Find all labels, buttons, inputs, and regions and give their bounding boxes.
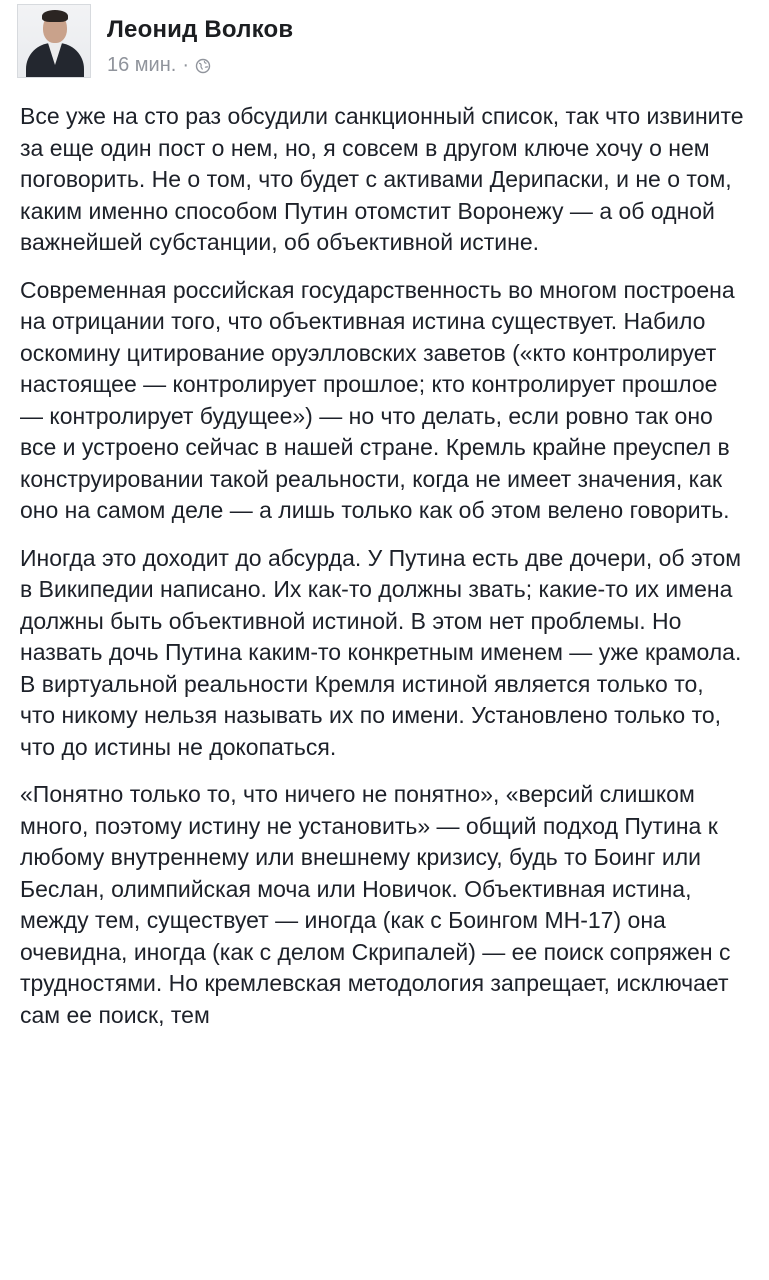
post-paragraph-4: «Понятно только то, что ничего не понятно», «версий слишком много, поэтому истину не установить» — общий подход Путина к любому внутреннему или внешнему кризису, будь то Боинг или Беслан, олимпийская моча или Новичок. Объективная истина, между тем, существует — иногда (как с Боингом МН-17) она очевидна, иногда (как с делом Скрипалей) — ее поиск сопряжен с трудностями. Но кремлевская методология запрещает, исключает сам ее поиск, тем [20,781,731,1028]
post-meta [107,54,293,76]
post-paragraph-1: Все уже на сто раз обсудили санкционный список, так что извините за еще один пост о нем, но, я совсем в другом ключе хочу о нем поговорить. Не о том, что будет с активами Дерипаски, и не о том, каким именно способом Путин отомстит Воронежу — а об одной важнейшей субстанции, об объективной истине. [20,103,744,255]
meta-separator: · [182,54,189,76]
avatar[interactable] [17,4,91,78]
author-name[interactable]: Леонид Волков [107,16,294,43]
globe-icon[interactable] [195,57,211,73]
post-body [20,101,745,1047]
post-header [17,4,293,78]
post-paragraph-3: Иногда это доходит до абсурда. У Путина есть две дочери, об этом в Википедии написано. Их как-то должны звать; какие-то их имена должны быть объективной истиной. В этом нет проблемы. Но назвать дочь Путина каким-то конкретным именем — уже крамола. В виртуальной реальности Кремля истиной является только то, что никому нельзя называть их по имени. Установлено только то, что до истины не докопаться. [20,544,742,760]
post-header-text [107,4,293,76]
post-timestamp[interactable]: 16 мин. [107,54,177,76]
post-paragraph-2: Современная российская государственность во многом построена на отрицании того, что объективная истина существует. Набило оскомину цитирование оруэлловских заветов («кто контролирует настоящее — контролирует прошлое; кто контролирует прошлое — контролирует будущее») — но что делать, если ровно так оно все и устроено сейчас в нашей стране. Кремль крайне преуспел в конструировании такой реальности, когда не имеет значения, как оно на самом деле — а лишь только как об этом велено говорить. [20,276,735,523]
